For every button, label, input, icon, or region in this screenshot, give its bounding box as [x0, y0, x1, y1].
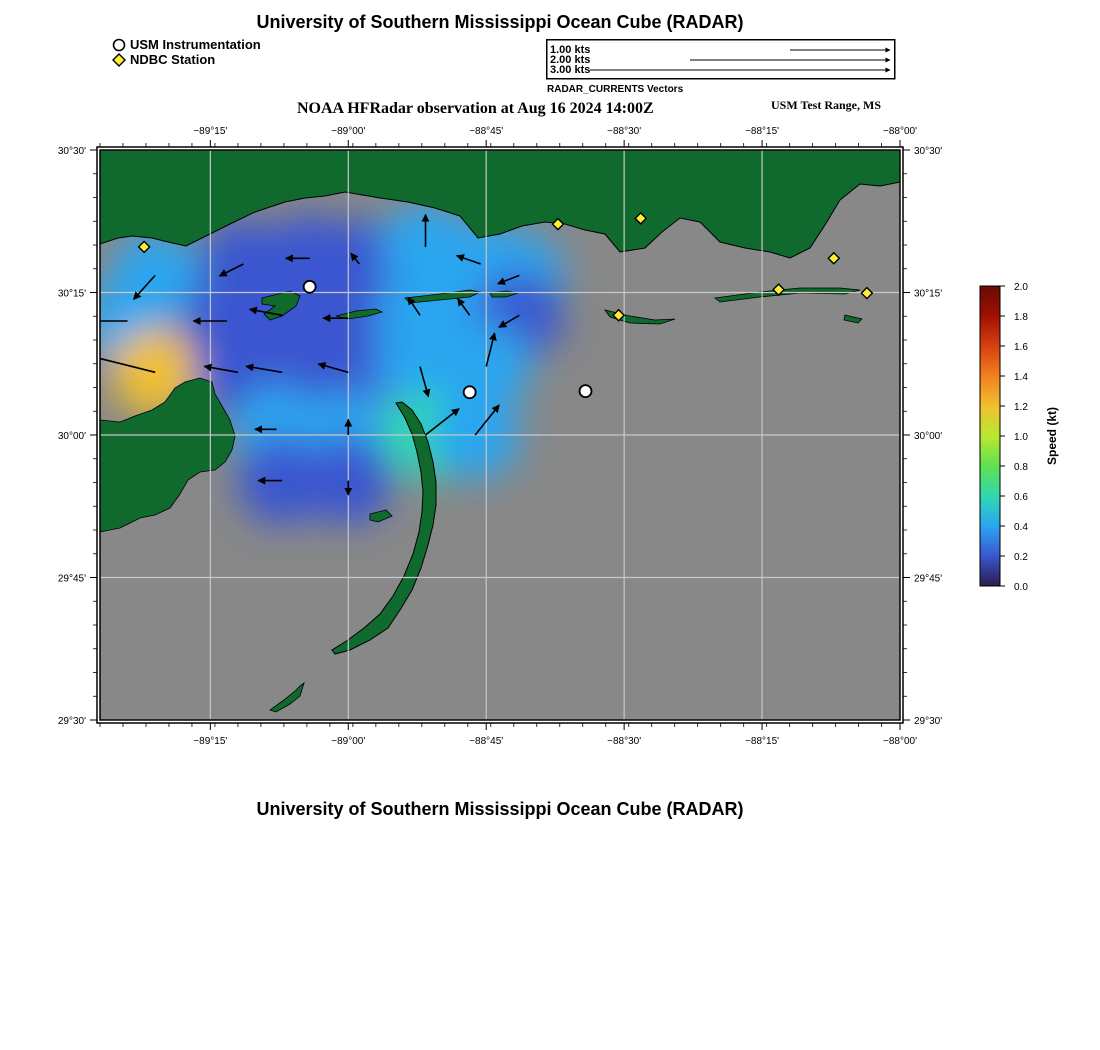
- legend-ndbc: [112, 52, 215, 67]
- colorbar-tick-label-0: 0.0: [1014, 582, 1028, 593]
- lat-label-left-1: 30°15': [57, 288, 86, 300]
- legend-usm-label: USM Instrumentation: [130, 37, 261, 52]
- lon-label-bottom-2: −88°45': [469, 736, 504, 747]
- lon-label-bottom-1: −89°00': [331, 736, 366, 747]
- vector-key-label-3: 3.00 kts: [550, 64, 591, 76]
- lon-label-top-4: −88°15': [745, 126, 780, 137]
- map-figure: [0, 120, 960, 760]
- colorbar-tick-label-4: 0.8: [1014, 462, 1028, 473]
- lat-label-right-2: 30°00': [914, 431, 943, 442]
- lon-label-top-2: −88°45': [469, 126, 504, 137]
- lon-label-bottom-4: −88°15': [745, 736, 780, 747]
- colorbar-tick-label-5: 1.0: [1014, 432, 1028, 443]
- usm-station-1: [464, 386, 476, 398]
- lon-label-top-5: −88°00': [883, 126, 917, 137]
- colorbar-tick-label-3: 0.6: [1014, 492, 1028, 503]
- colorbar-tick-label-2: 0.4: [1014, 522, 1028, 533]
- colorbar: [960, 270, 1100, 600]
- colorbar-ramp: [980, 286, 1000, 586]
- lon-label-top-1: −89°00': [331, 126, 366, 137]
- vector-key: [546, 39, 896, 81]
- lat-label-right-0: 30°30': [914, 146, 943, 157]
- lon-label-top-3: −88°30': [607, 126, 642, 137]
- lat-label-left-0: 30°30': [57, 146, 86, 157]
- colorbar-label: Speed (kt): [1045, 406, 1059, 466]
- legend-ndbc-label: NDBC Station: [130, 52, 216, 67]
- vector-key-label-2: 2.00 kts: [550, 54, 591, 66]
- map-location: USM Test Range, MS: [771, 98, 882, 112]
- vector-key-label-1: 1.00 kts: [550, 44, 591, 56]
- usm-marker-icon: [112, 38, 126, 52]
- ndbc-marker-icon: [112, 53, 126, 67]
- lon-label-top-0: −89°15': [193, 126, 228, 137]
- lat-label-left-3: 29°45': [57, 573, 86, 585]
- lat-label-left-2: 30°00': [57, 431, 86, 442]
- usm-station-2: [580, 385, 592, 397]
- colorbar-tick-label-8: 1.6: [1014, 342, 1028, 353]
- lon-label-bottom-3: −88°30': [607, 736, 642, 747]
- lat-label-left-4: 29°30': [57, 716, 86, 727]
- colorbar-tick-label-1: 0.2: [1014, 552, 1028, 563]
- lat-label-right-3: 29°45': [914, 573, 943, 585]
- colorbar-tick-label-6: 1.2: [1014, 402, 1028, 413]
- lat-label-right-4: 29°30': [914, 716, 943, 727]
- colorbar-tick-label-9: 1.8: [1014, 312, 1028, 323]
- colorbar-tick-label-7: 1.4: [1014, 372, 1028, 383]
- usm-station-0: [304, 281, 316, 293]
- footer-title: University of Southern Mississippi Ocean Cube (RADAR): [256, 799, 744, 819]
- legend-usm: [112, 37, 261, 52]
- map-subtitle: NOAA HFRadar observation at Aug 16 2024 14:00Z: [297, 100, 654, 117]
- page-title: University of Southern Mississippi Ocean Cube (RADAR): [256, 12, 744, 32]
- lon-label-bottom-0: −89°15': [193, 736, 228, 747]
- lon-label-bottom-5: −88°00': [883, 736, 917, 747]
- colorbar-tick-label-10: 2.0: [1014, 282, 1028, 293]
- lat-label-right-1: 30°15': [914, 288, 943, 300]
- vector-key-caption: RADAR_CURRENTS Vectors: [547, 84, 684, 95]
